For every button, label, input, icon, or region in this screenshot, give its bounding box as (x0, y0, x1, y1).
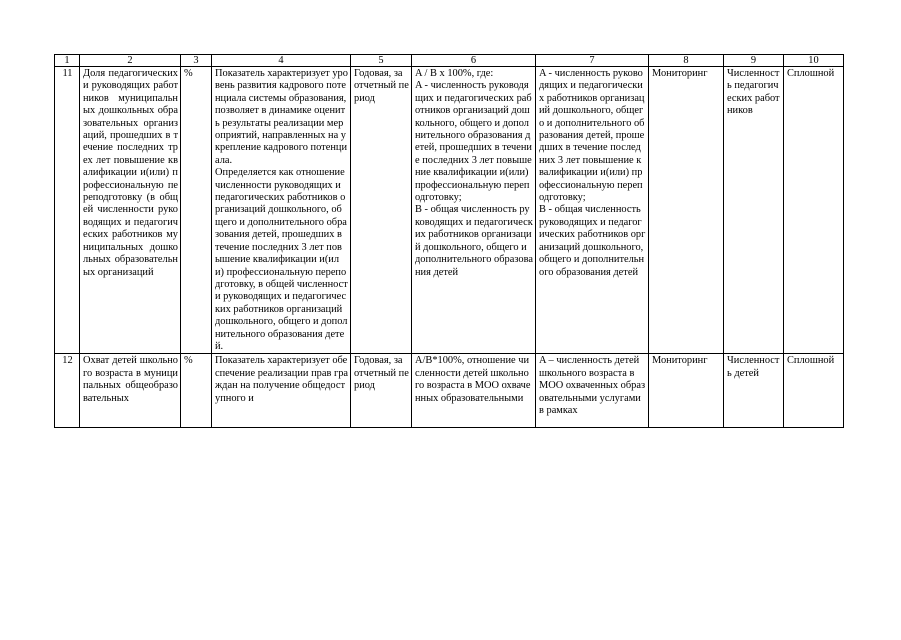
column-number-row (55, 55, 844, 67)
column-number: 10 (784, 55, 844, 67)
table-row (55, 67, 844, 354)
unit: % (181, 354, 212, 428)
column-number: 3 (181, 55, 212, 67)
indicators-table (54, 54, 844, 428)
basic-indicators: A - численность руководящих и педагогических работников организаций дошкольного, общего и дополнительного образования детей, прошедших в течение последних 3 лет повышение квалификации и(или) профессиональную переподготовку; B - общая численность руководящих и педагогических работников организаций дошкольного, общего и дополнительного образования детей (536, 67, 649, 354)
collection-method: Мониторинг (649, 354, 724, 428)
periodicity: Годовая, за отчетный период (351, 67, 412, 354)
basic-indicators: A – численность детей школьного возраста в МОО охваченных образовательными услугами в рамках (536, 354, 649, 428)
column-number: 2 (80, 55, 181, 67)
column-number: 1 (55, 55, 80, 67)
row-number: 11 (55, 67, 80, 354)
unit: % (181, 67, 212, 354)
periodicity: Годовая, за отчетный период (351, 354, 412, 428)
column-number: 5 (351, 55, 412, 67)
indicator-description: Показатель характеризует уровень развития кадрового потенциала системы образования, позволяет в динамике оценить результаты реализации мероприятий, направленных на укрепление кадрового потенциала. Определяется как отношение численности руководящих и педагогических работников организаций дошкольного, общего и дополнительного образования детей, прошедших в течение последних 3 лет повышение квалификации и(или) профессиональную переподготовку, в общей численности руководящих и педагогических работников организаций дошкольного, общего и дополнительного образования детей. (212, 67, 351, 354)
column-number: 8 (649, 55, 724, 67)
observation-object: Численность детей (724, 354, 784, 428)
indicator-name: Охват детей школьного возраста в муниципальных общеобразовательных (80, 354, 181, 428)
calculation-formula: A/B*100%, отношение численности детей школьного возраста в МОО охваченных образовательными (412, 354, 536, 428)
coverage: Сплошной (784, 67, 844, 354)
column-number: 9 (724, 55, 784, 67)
indicator-name: Доля педагогических и руководящих работников муниципальных дошкольных образовательных организаций, прошедших в течение последних трех лет повышение квалификации и(или) профессиональную переподготовку (в общей численности руководящих и педагогических работников муниципальных дошкольных образовательных организаций (80, 67, 181, 354)
row-number: 12 (55, 354, 80, 428)
column-number: 4 (212, 55, 351, 67)
coverage: Сплошной (784, 354, 844, 428)
indicator-description: Показатель характеризует обеспечение реализации прав граждан на получение общедоступного и (212, 354, 351, 428)
collection-method: Мониторинг (649, 67, 724, 354)
calculation-formula: A / B x 100%, где: A - численность руководящих и педагогических работников организаций дошкольного, общего и дополнительного образования детей, прошедших в течение последних 3 лет повышение квалификации и(или) профессиональную переподготовку; B - общая численность руководящих и педагогических работников организаций дошкольного, общего и дополнительного образования детей (412, 67, 536, 354)
table-row (55, 354, 844, 428)
observation-object: Численность педагогических работников (724, 67, 784, 354)
column-number: 7 (536, 55, 649, 67)
column-number: 6 (412, 55, 536, 67)
